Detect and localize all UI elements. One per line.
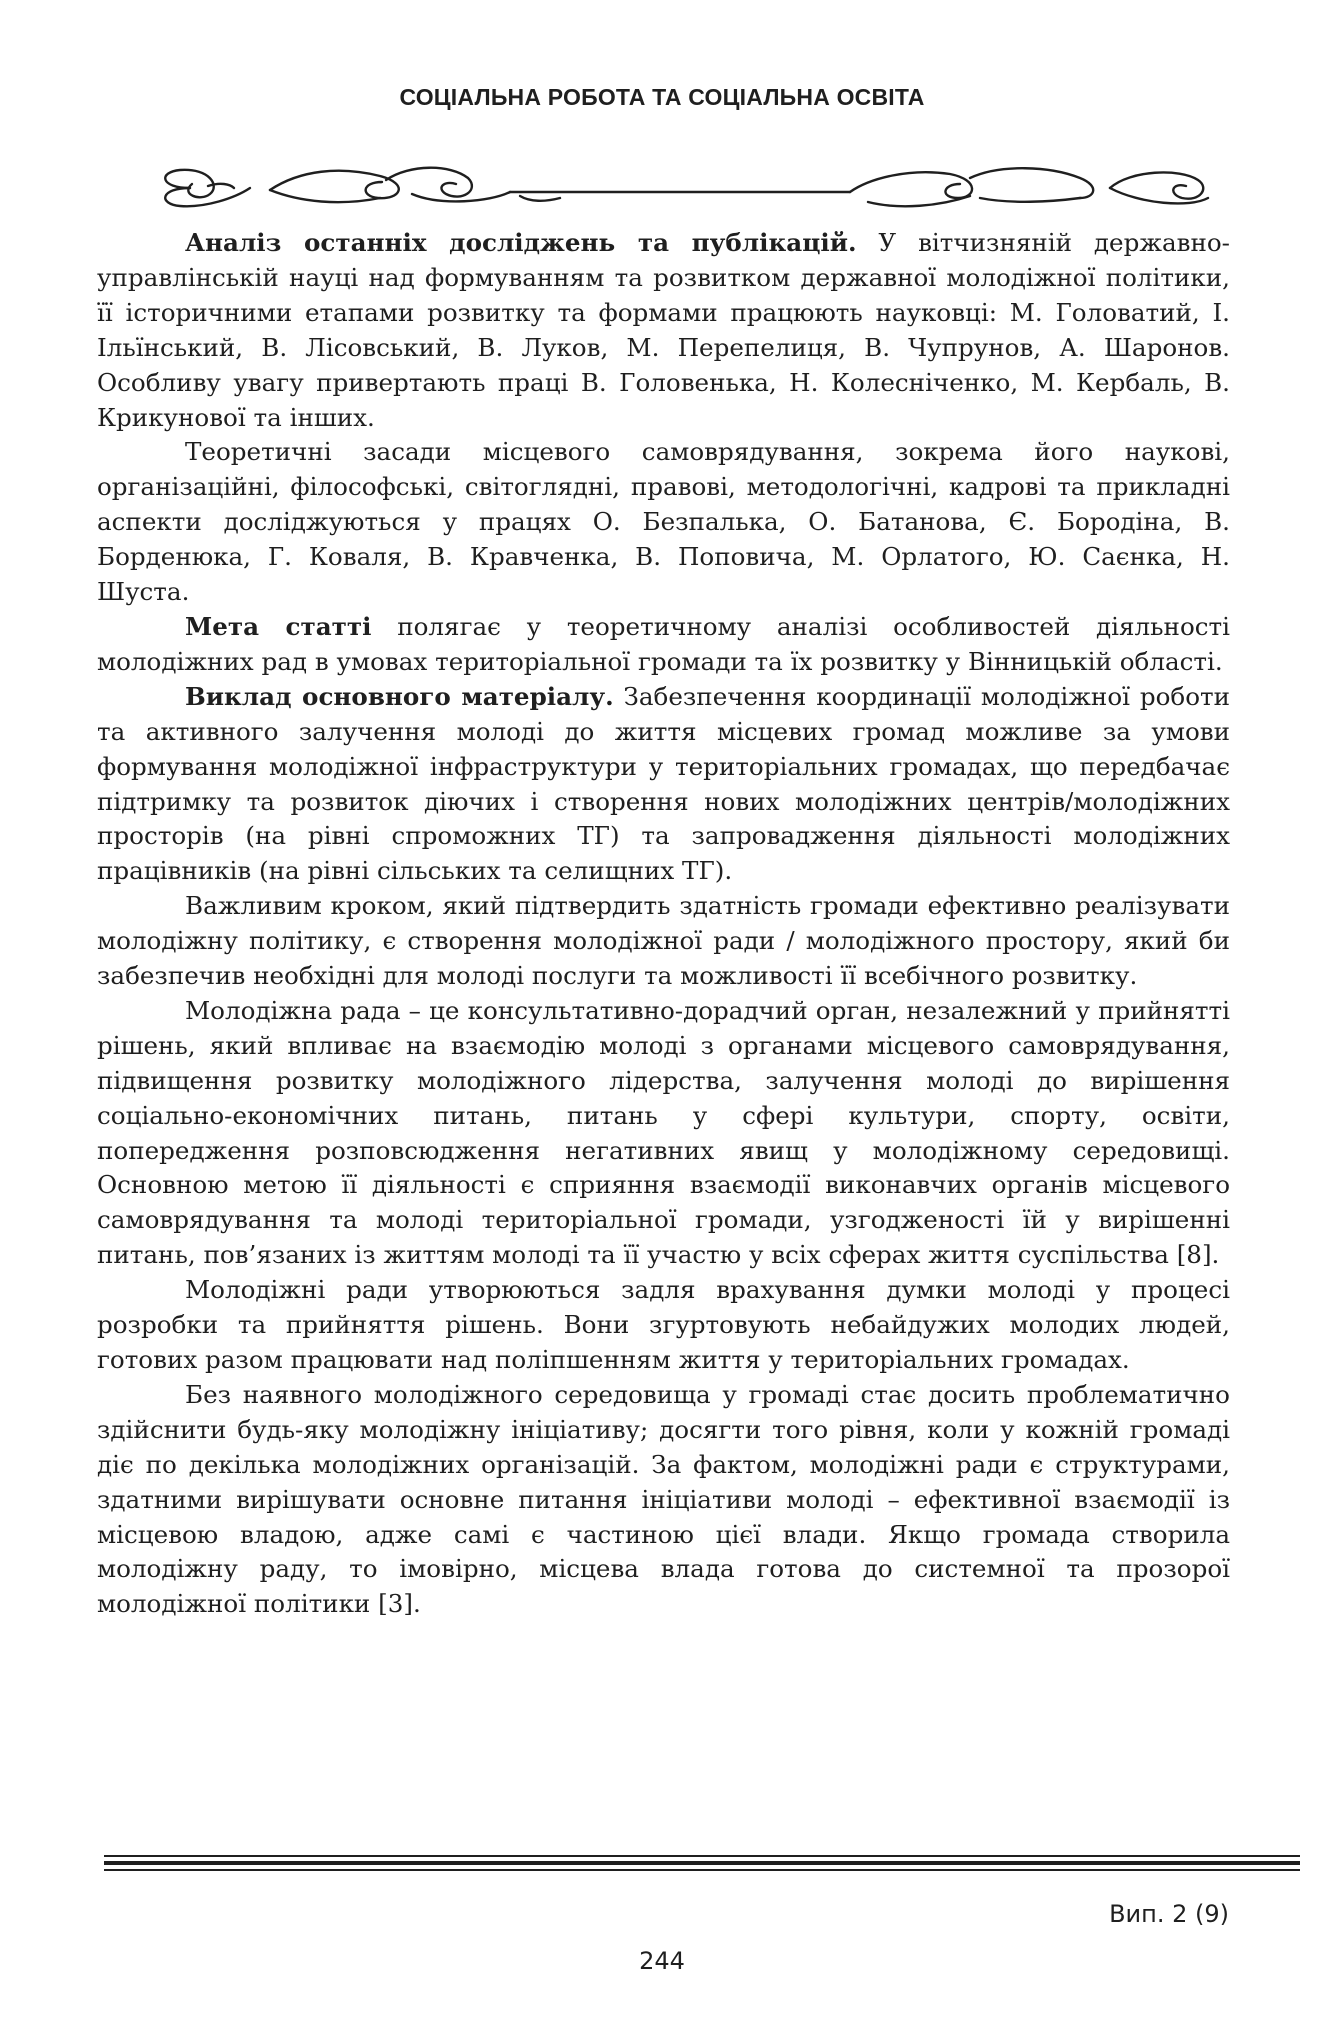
running-title: СОЦІАЛЬНА РОБОТА ТА СОЦІАЛЬНА ОСВІТА xyxy=(399,84,925,110)
paragraph-text: Без наявного молодіжного середовища у громаді стає досить проблематично здійснити будь-яку молодіжну ініціативу; досягти того рівня, коли у кожній громаді діє по декілька молодіжних організацій. За фактом, молодіжні ради є структурами, здатними вирішувати основне питання ініціативи молоді – ефективної взаємодії із місцевою владою, адже самі є частиною цієї влади. Якщо громада створила молодіжну раду, то імовірно, місцева влада готова до системної та прозорої молодіжної політики [3]. xyxy=(97,1379,1230,1619)
paragraph-text: У вітчизняній державно-управлінській науці над формуванням та розвитком державної молодіжної політики, її історичними етапами розвитку та формами працюють науковці: М. Головатий, І. Ільїнський, В. Лісовський, В. Луков, М. Перепелиця, В. Чупрунов, А. Шаронов. Особливу увагу привертають праці В. Головенька, Н. Колесніченко, М. Кербаль, В. Крикунової та інших. xyxy=(97,228,1230,432)
section-lead-main-material: Виклад основного матеріалу. xyxy=(185,681,614,711)
footer-rule-line xyxy=(104,1855,1300,1857)
paragraph-youth-council-definition xyxy=(97,994,1230,1273)
decorative-divider-ornament xyxy=(150,158,1220,216)
issue-label: Вип. 2 (9) xyxy=(1109,1900,1229,1928)
paragraph-youth-environment xyxy=(97,1378,1230,1622)
footer-rule-line xyxy=(104,1869,1300,1871)
paragraph-text: Теоретичні засади місцевого самоврядування, зокрема його наукові, організаційні, філософські, світоглядні, правові, методологічні, кадрові та прикладні аспекти досліджуються у працях О. Безпалька, О. Батанова, Є. Бородіна, В. Борденюка, Г. Коваля, В. Кравченка, В. Поповича, М. Орлатого, Ю. Саєнка, Н. Шуста. xyxy=(97,437,1230,607)
section-lead-article-goal: Мета статті xyxy=(185,611,372,641)
section-lead-literature-review: Аналіз останніх досліджень та публікацій. xyxy=(185,228,857,257)
paragraph-article-goal xyxy=(97,610,1230,680)
article-body xyxy=(97,226,1230,1622)
paragraph-theoretical-foundations xyxy=(97,435,1230,610)
paragraph-text: Молодіжна рада – це консультативно-дорадчий орган, незалежний у прийнятті рішень, який впливає на взаємодію молоді з органами місцевого самоврядування, підвищення розвитку молодіжного лідерства, залучення молоді до вирішення соціально-економічних питань, питань у сфері культури, спорту, освіти, попередження розповсюдження негативних явищ у молодіжному середовищі. Основною метою її діяльності є сприяння взаємодії виконавчих органів місцевого самоврядування та молоді територіальної громади, узгодженості їй у вирішенні питань, пов’язаних із життям молоді та її участю у всіх сферах життя суспільства [8]. xyxy=(97,995,1230,1270)
paragraph-text: полягає у теоретичному аналізі особливостей діяльності молодіжних рад в умовах територіальної громади та їх розвитку у Вінницькій області. xyxy=(97,611,1231,676)
footer-rule-line xyxy=(104,1861,1300,1865)
paragraph-important-step xyxy=(97,889,1230,994)
page-number: 244 xyxy=(639,1947,685,1975)
paragraph-youth-councils-formed xyxy=(97,1273,1230,1378)
paragraph-text: Забезпечення координації молодіжної роботи та активного залучення молоді до життя місцевих громад можливе за умови формування молодіжної інфраструктури у територіальних громадах, що передбачає підтримку та розвиток діючих і створення нових молодіжних центрів/молодіжних просторів (на рівні спроможних ТГ) та запровадження діяльності молодіжних працівників (на рівні сільських та селищних ТГ). xyxy=(97,681,1230,886)
paragraph-main-material xyxy=(97,680,1230,889)
paragraph-text: Молодіжні ради утворюються задля врахування думки молоді у процесі розробки та прийняття рішень. Вони згуртовують небайдужих молодих людей, готових разом працювати над поліпшенням життя у територіальних громадах. xyxy=(97,1275,1230,1374)
footer-triple-rule xyxy=(104,1855,1300,1871)
paragraph-text: Важливим кроком, який підтвердить здатність громади ефективно реалізувати молодіжну політику, є створення молодіжної ради / молодіжного простору, який би забезпечив необхідні для молоді послуги та можливості її всебічного розвитку. xyxy=(97,891,1230,991)
paragraph-literature-review xyxy=(97,226,1230,435)
